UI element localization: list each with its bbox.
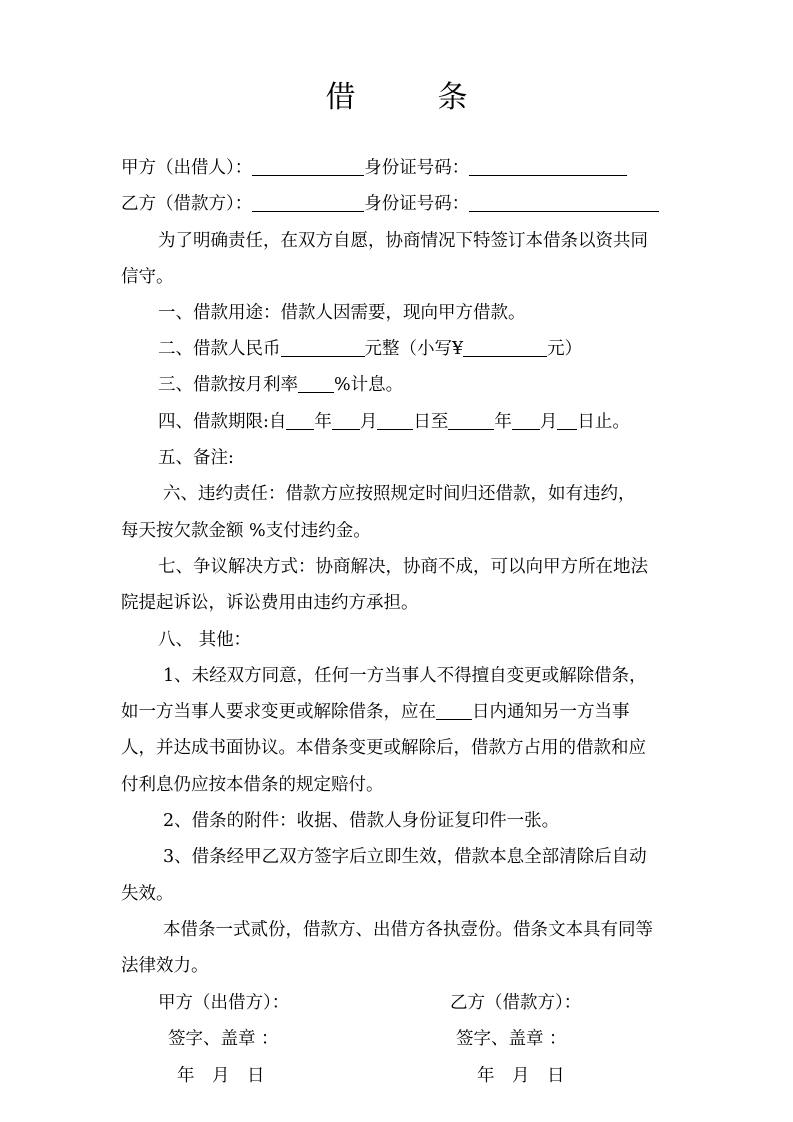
day-end-label: 日止。 — [577, 412, 630, 432]
clause-7-line-1: 七、争议解决方式：协商解决，协商不成，可以向甲方所在地法 — [158, 557, 648, 577]
copies-line-2: 法律效力。 — [121, 956, 209, 976]
party-b-id-label: 身份证号码： — [364, 194, 470, 214]
other-1-line-3: 人，并达成书面协议。本借条变更或解除后，借款方占用的借款和应 — [121, 738, 646, 758]
other-3-line-2: 失效。 — [121, 884, 174, 904]
sign-stamp-b[interactable]: 签字、盖章 ： — [456, 1029, 567, 1049]
end-month-blank[interactable] — [512, 408, 540, 430]
intro-line-2: 信守。 — [121, 267, 174, 287]
end-year-blank[interactable] — [448, 408, 494, 430]
sign-stamp-a[interactable]: 签字、盖章 ： — [168, 1029, 279, 1049]
other-3-line-1: 3、借条经甲乙双方签字后立即生效，借款本息全部清除后自动 — [163, 847, 647, 867]
end-day-blank[interactable] — [557, 408, 577, 430]
clause-4-text-a: 四、借款期限:自 — [158, 412, 287, 432]
clause-3-text-b: %计息。 — [334, 375, 404, 395]
party-a-label: 甲方（出借人）： — [121, 158, 253, 178]
clause-7-line-2: 院提起诉讼，诉讼费用由违约方承担。 — [121, 593, 419, 613]
start-month-blank[interactable] — [332, 408, 360, 430]
other-1-line-4: 付利息仍应按本借条的规定赔付。 — [121, 775, 384, 795]
signature-b-label: 乙方（借款方）： — [450, 993, 582, 1013]
clause-4 — [121, 404, 718, 441]
party-a-line — [121, 150, 681, 187]
start-year-blank[interactable] — [286, 408, 314, 430]
clause-6-line-1: 六、违约责任：借款方应按照规定时间归还借款，如有违约， — [163, 484, 636, 504]
clause-3-text-a: 三、借款按月利率 — [158, 375, 298, 395]
year-label-2: 年 — [494, 412, 512, 432]
clause-2 — [121, 331, 718, 368]
party-b-line — [121, 186, 681, 223]
month-label-2: 月 — [539, 412, 558, 432]
other-1-line-1: 1、未经双方同意，任何一方当事人不得擅自变更或解除借条， — [163, 666, 647, 686]
date-b[interactable]: 年 月 日 — [477, 1066, 565, 1086]
clause-2-text-c: 元） — [547, 339, 583, 359]
party-a-id-blank[interactable] — [469, 154, 627, 176]
party-b-name-blank[interactable] — [252, 190, 364, 212]
clause-2-text-b: 元整（小写¥ — [364, 339, 464, 359]
clause-1: 一、借款用途：借款人因需要，现向甲方借款。 — [158, 303, 526, 323]
date-a[interactable]: 年 月 日 — [177, 1066, 265, 1086]
amount-words-blank[interactable] — [281, 335, 365, 357]
clause-2-text-a: 二、借款人民币 — [158, 339, 281, 359]
other-1-text-a: 如一方当事人要求变更或解除借条，应在 — [121, 702, 436, 722]
clause-8: 八、 其他： — [158, 630, 252, 650]
other-1-text-b: 日内通知另一方当事 — [472, 702, 630, 722]
interest-rate-blank[interactable] — [298, 371, 334, 393]
party-a-id-label: 身份证号码： — [364, 158, 470, 178]
clause-6-line-2: 每天按欠款金额 %支付违约金。 — [121, 521, 371, 541]
clause-5: 五、备注: — [158, 448, 234, 468]
copies-line-1: 本借条一式贰份，借款方、出借方各执壹份。借条文本具有同等 — [163, 920, 653, 940]
intro-line-1: 为了明确责任，在双方自愿，协商情况下特签订本借条以资共同 — [158, 231, 648, 251]
other-2: 2、借条的附件：收据、借款人身份证复印件一张。 — [163, 811, 560, 831]
clause-3 — [121, 367, 718, 404]
party-b-id-blank[interactable] — [469, 190, 659, 212]
day-to-label: 日至 — [413, 412, 449, 432]
party-a-name-blank[interactable] — [252, 154, 364, 176]
signature-a-label: 甲方（出借方）： — [158, 993, 290, 1013]
year-label: 年 — [314, 412, 332, 432]
month-label: 月 — [359, 412, 378, 432]
other-1-line-2 — [121, 694, 681, 731]
party-b-label: 乙方（借款方）： — [121, 194, 253, 214]
notice-days-blank[interactable] — [436, 698, 472, 720]
amount-figures-blank[interactable] — [463, 335, 547, 357]
document-title: 借 条 — [325, 80, 494, 115]
start-day-blank[interactable] — [377, 408, 413, 430]
